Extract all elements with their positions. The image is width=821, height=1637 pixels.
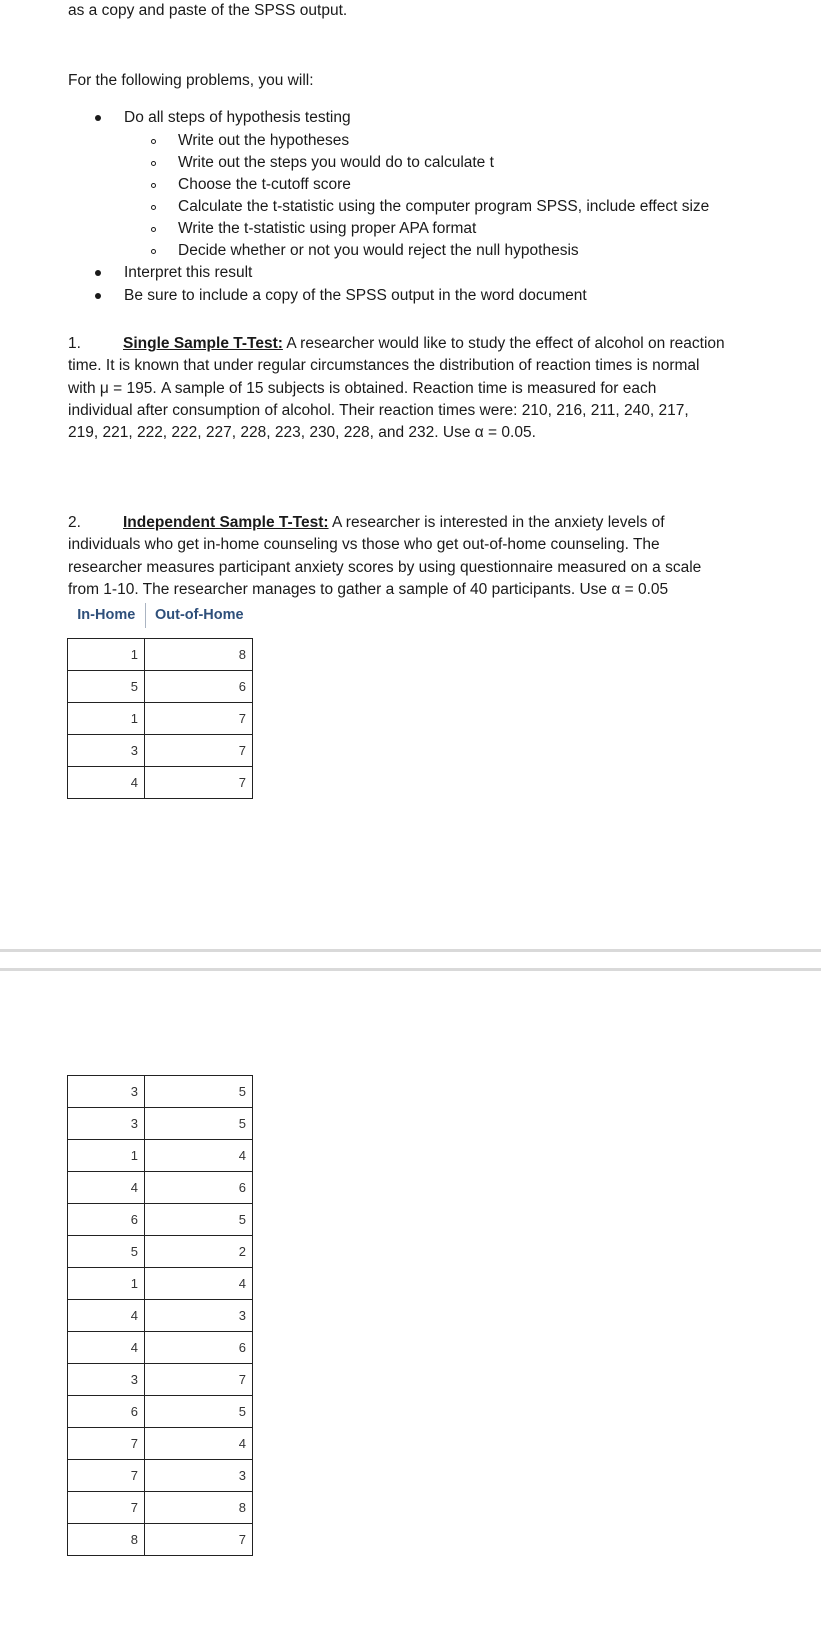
table-row xyxy=(68,1460,253,1492)
cell-in-home: 4 xyxy=(68,1172,145,1204)
problem-2-title: Independent Sample T-Test: xyxy=(123,514,329,531)
table-row xyxy=(68,1140,253,1172)
table-row xyxy=(68,639,253,671)
col-header-out-of-home: Out-of-Home xyxy=(154,607,244,623)
cell-in-home: 4 xyxy=(68,1300,145,1332)
cell-out-of-home: 6 xyxy=(145,1332,253,1364)
problem-1-text: time. It is known that under regular circumstances the distribution of reaction times is normal xyxy=(68,357,700,375)
cell-in-home: 4 xyxy=(68,767,145,799)
cell-in-home: 1 xyxy=(68,1140,145,1172)
cell-in-home: 3 xyxy=(68,1364,145,1396)
table-row xyxy=(68,1076,253,1108)
problem-2-text: individuals who get in-home counseling vs those who get out-of-home counseling. The xyxy=(68,536,660,554)
cell-in-home: 6 xyxy=(68,1396,145,1428)
cell-out-of-home: 6 xyxy=(145,671,253,703)
cell-in-home: 3 xyxy=(68,1076,145,1108)
bullet-dot xyxy=(95,115,101,121)
problem-1-number: 1. xyxy=(68,335,81,352)
data-table-part-1 xyxy=(67,638,253,799)
cell-out-of-home: 8 xyxy=(145,639,253,671)
cell-out-of-home: 3 xyxy=(145,1300,253,1332)
problem-1-text: A researcher would like to study the effect of alcohol on reaction xyxy=(282,335,725,352)
cell-out-of-home: 5 xyxy=(145,1396,253,1428)
table-row xyxy=(68,1236,253,1268)
table-row xyxy=(68,735,253,767)
cell-out-of-home: 7 xyxy=(145,1364,253,1396)
table-row xyxy=(68,1332,253,1364)
bullet-item: Be sure to include a copy of the SPSS output in the word document xyxy=(124,287,587,304)
table-row xyxy=(68,1396,253,1428)
problem-1-text: with μ = 195. A sample of 15 subjects is obtained. Reaction time is measured for each xyxy=(68,379,657,397)
table-row xyxy=(68,1108,253,1140)
problem-1-title: Single Sample T-Test: xyxy=(123,335,283,352)
cell-in-home: 4 xyxy=(68,1332,145,1364)
cell-out-of-home: 7 xyxy=(145,735,253,767)
cell-out-of-home: 5 xyxy=(145,1076,253,1108)
table-row xyxy=(68,671,253,703)
table-row xyxy=(68,703,253,735)
table-row xyxy=(68,1172,253,1204)
sub-bullet-circle xyxy=(151,249,156,254)
table-row xyxy=(68,1524,253,1556)
cell-out-of-home: 7 xyxy=(145,1524,253,1556)
problem-2-text: A researcher is interested in the anxiety levels of xyxy=(328,514,665,531)
cell-out-of-home: 7 xyxy=(145,767,253,799)
cell-out-of-home: 6 xyxy=(145,1172,253,1204)
table-row xyxy=(68,1204,253,1236)
problem-2 xyxy=(68,512,788,601)
table-row xyxy=(68,1364,253,1396)
sub-bullet-circle xyxy=(151,161,156,166)
table-row xyxy=(68,1492,253,1524)
sub-bullet-circle xyxy=(151,183,156,188)
bullet-item: Interpret this result xyxy=(124,264,253,281)
table-header xyxy=(68,603,253,628)
cell-in-home: 1 xyxy=(68,703,145,735)
cell-out-of-home: 4 xyxy=(145,1428,253,1460)
problem-2-text: from 1-10. The researcher manages to gather a sample of 40 participants. Use α = 0.05 xyxy=(68,580,669,598)
sub-bullet-circle xyxy=(151,205,156,210)
cell-in-home: 5 xyxy=(68,1236,145,1268)
page-separator xyxy=(0,949,821,952)
cell-out-of-home: 7 xyxy=(145,703,253,735)
cell-in-home: 7 xyxy=(68,1492,145,1524)
sub-bullet-circle xyxy=(151,139,156,144)
cell-in-home: 1 xyxy=(68,639,145,671)
cell-in-home: 7 xyxy=(68,1460,145,1492)
table-row xyxy=(68,1268,253,1300)
sub-bullet-item: Calculate the t-statistic using the computer program SPSS, include effect size xyxy=(178,198,710,215)
problem-1 xyxy=(68,333,788,444)
bullet-dot xyxy=(95,270,101,276)
cell-in-home: 8 xyxy=(68,1524,145,1556)
sub-bullet-item: Write the t-statistic using proper APA format xyxy=(178,220,477,237)
sub-bullet-item: Write out the hypotheses xyxy=(178,132,350,149)
sub-bullet-item: Write out the steps you would do to calculate t xyxy=(178,154,494,171)
sub-bullet-item: Choose the t-cutoff score xyxy=(178,176,351,193)
data-table-part-2 xyxy=(67,1075,253,1556)
bullet-dot xyxy=(95,293,101,299)
intro-text: For the following problems, you will: xyxy=(68,72,314,89)
col-header-in-home: In-Home xyxy=(68,603,146,628)
sub-bullet-circle xyxy=(151,227,156,232)
table-row xyxy=(68,767,253,799)
cell-out-of-home: 2 xyxy=(145,1236,253,1268)
cell-out-of-home: 5 xyxy=(145,1204,253,1236)
problem-2-number: 2. xyxy=(68,514,81,531)
cell-in-home: 6 xyxy=(68,1204,145,1236)
cell-in-home: 3 xyxy=(68,1108,145,1140)
cell-in-home: 5 xyxy=(68,671,145,703)
problem-2-text: researcher measures participant anxiety scores by using questionnaire measured on a scale xyxy=(68,558,702,576)
table-row xyxy=(68,1428,253,1460)
problem-1-text: individual after consumption of alcohol. Their reaction times were: 210, 216, 211, 240, 217, xyxy=(68,401,689,419)
cell-out-of-home: 5 xyxy=(145,1108,253,1140)
cell-in-home: 3 xyxy=(68,735,145,767)
cell-out-of-home: 8 xyxy=(145,1492,253,1524)
cell-out-of-home: 4 xyxy=(145,1140,253,1172)
top-line: as a copy and paste of the SPSS output. xyxy=(68,2,348,19)
cell-in-home: 1 xyxy=(68,1268,145,1300)
cell-out-of-home: 4 xyxy=(145,1268,253,1300)
sub-bullet-item: Decide whether or not you would reject the null hypothesis xyxy=(178,242,579,259)
cell-in-home: 7 xyxy=(68,1428,145,1460)
cell-out-of-home: 3 xyxy=(145,1460,253,1492)
table-row xyxy=(68,1300,253,1332)
problem-1-text: 219, 221, 222, 222, 227, 228, 223, 230, 228, and 232. Use α = 0.05. xyxy=(68,424,536,442)
page-separator xyxy=(0,968,821,971)
bullet-item: Do all steps of hypothesis testing xyxy=(124,109,351,126)
